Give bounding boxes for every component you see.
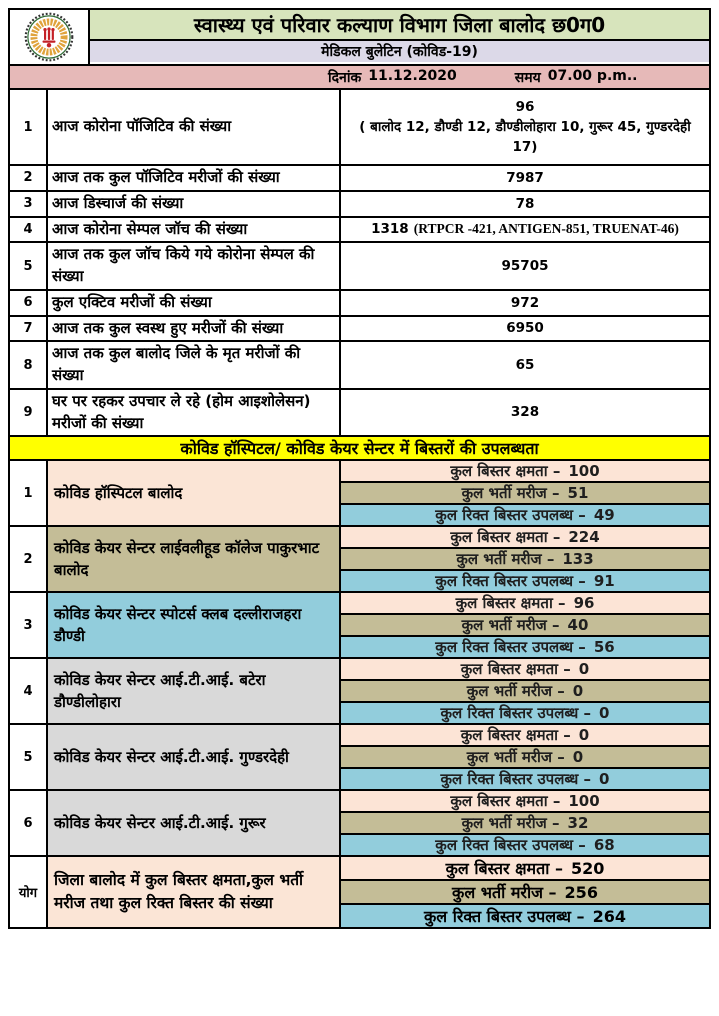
vacant-value: 0 [599, 704, 610, 723]
vacant-value: 56 [593, 638, 615, 657]
value-detail: (RTPCR -421, ANTIGEN-851, TRUENAT-46) [413, 221, 679, 237]
vacant-value: 0 [599, 770, 610, 789]
capacity-subrow [341, 791, 709, 811]
admitted-subrow [341, 879, 709, 903]
vacant-value: 264 [592, 906, 626, 926]
row-serial: 4 [10, 659, 48, 723]
row-value: 328 [510, 404, 540, 421]
vacant-subrow [341, 701, 709, 723]
capacity-value: 100 [568, 462, 600, 481]
vacant-label: कुल रिक्त बिस्तर उपलब्ध – [424, 907, 585, 927]
total-label: जिला बालोद में कुल बिस्तर क्षमता,कुल भर्ती मरीज तथा कुल रिक्त बिस्तर की संख्या [48, 857, 341, 927]
row-value: 6950 [506, 320, 544, 337]
logo-cell [10, 10, 90, 64]
row-label: आज डिस्चार्ज की संख्या [48, 192, 341, 216]
capacity-label: कुल बिस्तर क्षमता – [460, 726, 571, 745]
header [10, 10, 709, 64]
capacity-value: 100 [568, 792, 600, 811]
facility-name: कोविड केयर सेन्टर स्पोटर्स क्लब दल्लीराजहरा डौण्डी [48, 593, 341, 657]
admitted-subrow [341, 481, 709, 503]
row-label: घर पर रहकर उपचार ले रहे (होम आइशोलेसन) मरीजों की संख्या [48, 390, 341, 436]
section-banner: कोविड हॉस्पिटल/ कोविड केयर सेन्टर में बिस्तरों की उपलब्धता [10, 435, 709, 459]
row-value: 972 [510, 294, 540, 311]
table-row [10, 340, 709, 388]
capacity-subrow [341, 857, 709, 879]
facility-values [341, 659, 709, 723]
row-label: आज कोरोना पॉजिटिव की संख्या [48, 90, 341, 164]
vacant-subrow [341, 569, 709, 591]
admitted-value: 0 [572, 682, 584, 701]
time-value: 07.00 p.m.. [547, 67, 638, 84]
table-row [10, 190, 709, 216]
row-value: 7987 [506, 169, 544, 186]
bed-row [10, 723, 709, 789]
row-label: आज तक कुल स्वस्थ हुए मरीजों की संख्या [48, 317, 341, 341]
admitted-label: कुल भर्ती मरीज – [466, 682, 565, 701]
date-pair [328, 68, 457, 87]
admitted-subrow [341, 547, 709, 569]
vacant-value: 91 [593, 572, 615, 591]
bed-row [10, 789, 709, 855]
capacity-value: 0 [578, 660, 590, 679]
capacity-subrow [341, 659, 709, 679]
admitted-value: 51 [567, 484, 589, 503]
admitted-value: 256 [564, 882, 598, 902]
vacant-subrow [341, 903, 709, 927]
admitted-label: कुल भर्ती मरीज – [466, 748, 565, 767]
row-label: आज कोरोना सेम्पल जॉच की संख्या [48, 218, 341, 242]
value-main: 1318 [371, 221, 409, 238]
row-value [341, 90, 709, 164]
vacant-value: 68 [593, 836, 615, 855]
row-serial: 8 [10, 342, 48, 388]
bulletin-subtitle: मेडिकल बुलेटिन (कोविड-19) [90, 41, 709, 62]
time-pair [515, 68, 638, 87]
facility-name: कोविड केयर सेन्टर आई.टी.आई. बटेरा डौण्डीलोहारा [48, 659, 341, 723]
facility-values [341, 527, 709, 591]
row-value [341, 218, 709, 242]
capacity-value: 224 [568, 528, 600, 547]
table-row [10, 315, 709, 341]
vacant-subrow [341, 767, 709, 789]
capacity-label: कुल बिस्तर क्षमता – [450, 462, 561, 481]
admitted-label: कुल भर्ती मरीज – [456, 550, 555, 569]
capacity-subrow [341, 527, 709, 547]
bed-row [10, 591, 709, 657]
admitted-subrow [341, 745, 709, 767]
table-row [10, 88, 709, 164]
capacity-value: 0 [578, 726, 590, 745]
capacity-subrow [341, 725, 709, 745]
total-values [341, 857, 709, 927]
bed-row [10, 525, 709, 591]
capacity-label: कुल बिस्तर क्षमता – [450, 528, 561, 547]
admitted-label: कुल भर्ती मरीज – [461, 484, 560, 503]
row-value: 65 [515, 356, 535, 373]
table-row [10, 241, 709, 289]
table-row [10, 216, 709, 242]
total-row [10, 855, 709, 927]
table-row [10, 388, 709, 436]
admitted-subrow [341, 811, 709, 833]
row-label: आज तक कुल बालोद जिले के मृत मरीजों की संख्या [48, 342, 341, 388]
vacant-label: कुल रिक्त बिस्तर उपलब्ध – [435, 506, 586, 525]
date-value: 11.12.2020 [368, 67, 457, 84]
row-serial: 9 [10, 390, 48, 436]
chhattisgarh-emblem-icon [18, 12, 80, 62]
facility-name: कोविड केयर सेन्टर लाईवलीहूड कॉलेज पाकुरभाट बालोद [48, 527, 341, 591]
admitted-value: 32 [567, 814, 589, 833]
vacant-subrow [341, 503, 709, 525]
capacity-label: कुल बिस्तर क्षमता – [455, 594, 566, 613]
vacant-label: कुल रिक्त बिस्तर उपलब्ध – [435, 638, 586, 657]
vacant-label: कुल रिक्त बिस्तर उपलब्ध – [435, 572, 586, 591]
row-serial: 3 [10, 192, 48, 216]
header-right [90, 10, 709, 64]
row-serial: 4 [10, 218, 48, 242]
admitted-label: कुल भर्ती मरीज – [452, 883, 557, 903]
facility-name: कोविड केयर सेन्टर आई.टी.आई. गुण्डरदेही [48, 725, 341, 789]
admitted-value: 40 [567, 616, 589, 635]
facility-values [341, 593, 709, 657]
row-serial: 6 [10, 791, 48, 855]
capacity-label: कुल बिस्तर क्षमता – [445, 859, 563, 879]
row-label: कुल एक्टिव मरीजों की संख्या [48, 291, 341, 315]
value-inline [371, 219, 679, 239]
time-label: समय [514, 69, 541, 86]
row-serial: 1 [10, 461, 48, 525]
row-serial: 5 [10, 725, 48, 789]
vacant-subrow [341, 635, 709, 657]
facility-name: कोविड केयर सेन्टर आई.टी.आई. गुरूर [48, 791, 341, 855]
bulletin-document [8, 8, 711, 929]
value-main: 96 [515, 98, 535, 115]
page-title: स्वास्थ्य एवं परिवार कल्याण विभाग जिला बालोद छ0ग0 [90, 10, 709, 41]
admitted-label: कुल भर्ती मरीज – [461, 616, 560, 635]
row-value: 95705 [501, 257, 549, 274]
facility-values [341, 461, 709, 525]
row-serial: 3 [10, 593, 48, 657]
facility-values [341, 725, 709, 789]
value-detail: ( बालोद 12, डौण्डी 12, डौण्डीलोहारा 10, गुरूर 45, गुण्डरदेही 17) [359, 118, 691, 156]
row-serial: 7 [10, 317, 48, 341]
admitted-label: कुल भर्ती मरीज – [461, 814, 560, 833]
capacity-label: कुल बिस्तर क्षमता – [450, 792, 561, 811]
row-serial: 6 [10, 291, 48, 315]
capacity-subrow [341, 461, 709, 481]
vacant-subrow [341, 833, 709, 855]
admitted-subrow [341, 613, 709, 635]
vacant-label: कुल रिक्त बिस्तर उपलब्ध – [435, 836, 586, 855]
row-value: 78 [515, 195, 535, 212]
admitted-value: 133 [562, 550, 594, 569]
vacant-label: कुल रिक्त बिस्तर उपलब्ध – [440, 770, 592, 789]
row-label: आज तक कुल जॉच किये गये कोरोना सेम्पल की संख्या [48, 243, 341, 289]
capacity-label: कुल बिस्तर क्षमता – [460, 660, 571, 679]
bed-row [10, 657, 709, 723]
vacant-value: 49 [593, 506, 615, 525]
admitted-value: 0 [572, 748, 584, 767]
row-serial: 1 [10, 90, 48, 164]
row-serial: 2 [10, 527, 48, 591]
capacity-subrow [341, 593, 709, 613]
capacity-value: 520 [570, 858, 605, 878]
row-serial: 2 [10, 166, 48, 190]
bed-row [10, 459, 709, 525]
vacant-label: कुल रिक्त बिस्तर उपलब्ध – [440, 704, 592, 723]
row-label: आज तक कुल पॉजिटिव मरीजों की संख्या [48, 166, 341, 190]
facility-name: कोविड हॉस्पिटल बालोद [48, 461, 341, 525]
table-row [10, 289, 709, 315]
row-serial: 5 [10, 243, 48, 289]
date-label: दिनांक [328, 69, 362, 86]
row-serial: योग [10, 857, 48, 927]
capacity-value: 96 [573, 594, 595, 613]
facility-values [341, 791, 709, 855]
table-row [10, 164, 709, 190]
admitted-subrow [341, 679, 709, 701]
date-time-row [10, 64, 709, 88]
